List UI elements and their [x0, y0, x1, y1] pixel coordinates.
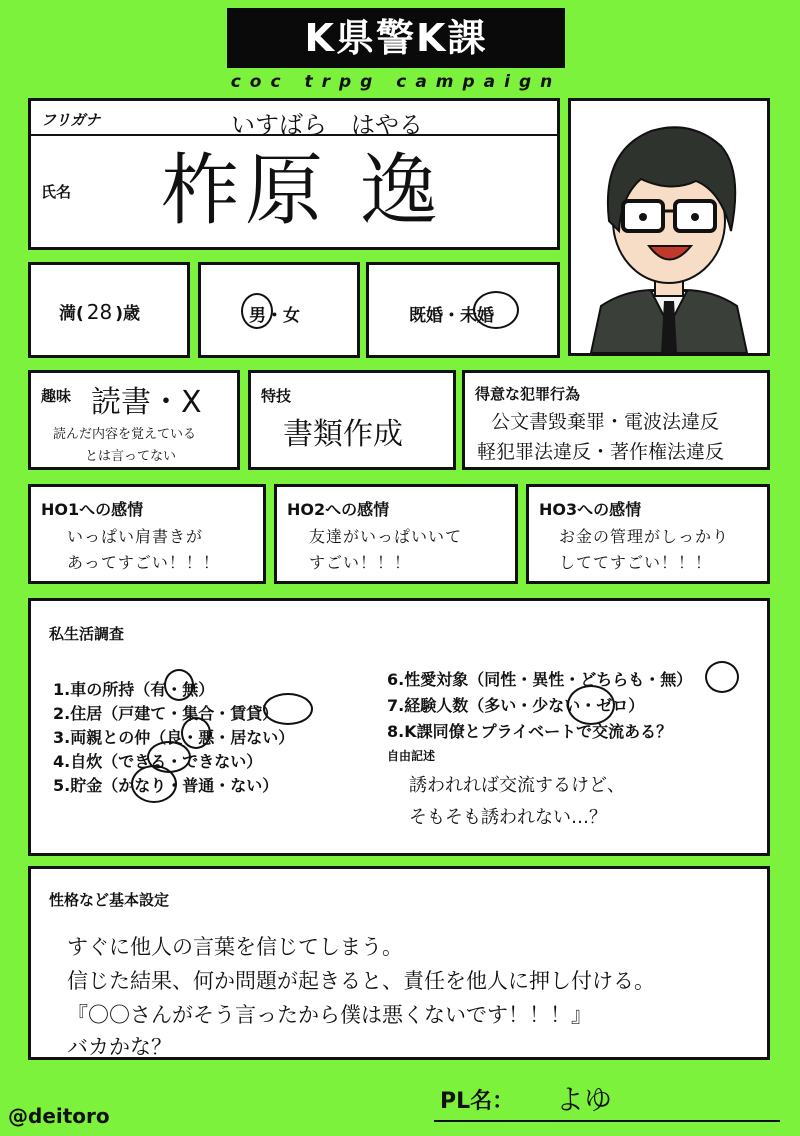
gender-box [198, 262, 360, 358]
relation-text-ho1-1: いっぱい肩書きが [67, 527, 204, 546]
personality-box [28, 866, 770, 1060]
skill-value: 書類作成 [283, 417, 403, 452]
furigana-divider [31, 134, 557, 136]
marital-sep: ・ [443, 306, 460, 326]
credit-text: @deitoro [8, 1104, 110, 1128]
relation-box-ho1 [28, 484, 266, 584]
skill-box [248, 370, 456, 470]
survey-box [28, 598, 770, 856]
gender-selected-circle [241, 293, 273, 329]
relation-box-ho3 [526, 484, 770, 584]
full-name: 柞原 逸 [161, 146, 444, 236]
age-line [59, 299, 140, 324]
hobby-label: 趣味 [41, 387, 72, 405]
portrait-frame [568, 98, 770, 356]
gender-sep: ・ [266, 306, 283, 326]
survey-item-4: 4.自炊（できる・できない） [53, 752, 263, 771]
selection-circle-car [164, 669, 194, 701]
relation-box-ho2 [274, 484, 518, 584]
survey-title: 私生活調査 [49, 625, 125, 643]
skill-label: 特技 [261, 387, 292, 405]
free-label: 自由記述 [387, 749, 436, 763]
survey-item-3: 3.両親との仲（良・悪・居ない） [53, 728, 295, 747]
relation-text-ho3-1: お金の管理がしっかり [559, 527, 730, 546]
personality-title: 性格など基本設定 [49, 891, 170, 909]
relation-title-ho3: HO3への感情 [539, 500, 642, 519]
age-prefix: 満( [59, 304, 84, 324]
player-label: PL名： [440, 1089, 515, 1114]
selection-circle-orientation [705, 661, 739, 693]
name-box [28, 98, 560, 250]
relation-title-ho1: HO1への感情 [41, 500, 144, 519]
player-name: よゆ [556, 1083, 613, 1116]
relation-title-ho2: HO2への感情 [287, 500, 390, 519]
survey-item-5: 5.貯金（かなり・普通・ない） [53, 776, 279, 795]
gender-male: 男 [249, 306, 266, 326]
marital-selected-circle [473, 291, 519, 329]
player-name-underline [434, 1120, 780, 1122]
crime-line-1: 公文書毀棄罪・電波法違反 [491, 411, 720, 433]
hobby-note-1: 読んだ内容を覚えている [53, 427, 197, 442]
relation-text-ho1-2: あってすごい！！！ [67, 553, 220, 572]
survey-item-2: 2.住居（戸建て・集合・賃貸） [53, 704, 279, 723]
marital-box [366, 262, 560, 358]
furigana-value: いすばら はやる [231, 111, 423, 139]
crime-box [462, 370, 770, 470]
personality-line-4: バカかな？ [67, 1035, 172, 1059]
gender-female: 女 [283, 306, 300, 326]
marital-married: 既婚 [409, 306, 443, 326]
personality-line-1: すぐに他人の言葉を信じてしまう。 [67, 935, 403, 959]
relation-text-ho3-2: しててすごい！！！ [559, 553, 713, 572]
hobby-box [28, 370, 240, 470]
relation-text-ho2-1: 友達がいっぱいいて [309, 527, 463, 546]
hobby-note-2: とは言ってない [85, 449, 177, 464]
crime-label: 得意な犯罪行為 [475, 385, 581, 403]
age-value: 28 [86, 300, 113, 324]
selection-circle-experience [567, 685, 615, 725]
marital-unmarried: 未婚 [460, 306, 494, 326]
free-text-1: 誘われれば交流するけど、 [409, 775, 625, 796]
survey-item-8: 8.K課同僚とプライベートで交流ある？ [387, 722, 673, 741]
page-title: K県警K課 [304, 16, 488, 60]
name-label: 氏名 [41, 183, 72, 201]
survey-item-7: 7.経験人数（多い・少ない・ゼロ） [387, 696, 645, 715]
crime-line-2: 軽犯罪法違反・著作権法違反 [477, 441, 725, 463]
relation-text-ho2-2: すごい！！！ [309, 553, 412, 572]
personality-line-3: 『〇〇さんがそう言ったから僕は悪くないです！！！』 [67, 1003, 592, 1027]
page-subtitle: coc trpg campaign [230, 72, 562, 92]
age-suffix: )歳 [115, 304, 141, 324]
title-banner [227, 8, 565, 68]
selection-circle-housing [263, 693, 313, 725]
furigana-label: フリガナ [41, 111, 101, 129]
hobby-value: 読書・X [91, 385, 202, 420]
survey-item-1: 1.車の所持（有・無） [53, 680, 215, 699]
selection-circle-parents [181, 717, 211, 749]
personality-line-2: 信じた結果、何か問題が起きると、責任を他人に押し付ける。 [67, 969, 655, 993]
survey-item-6: 6.性愛対象（同性・異性・どちらも・無） [387, 670, 693, 689]
age-box [28, 262, 190, 358]
selection-circle-savings [131, 765, 177, 803]
character-portrait [571, 101, 767, 353]
free-text-2: そもそも誘われない…？ [409, 807, 607, 828]
